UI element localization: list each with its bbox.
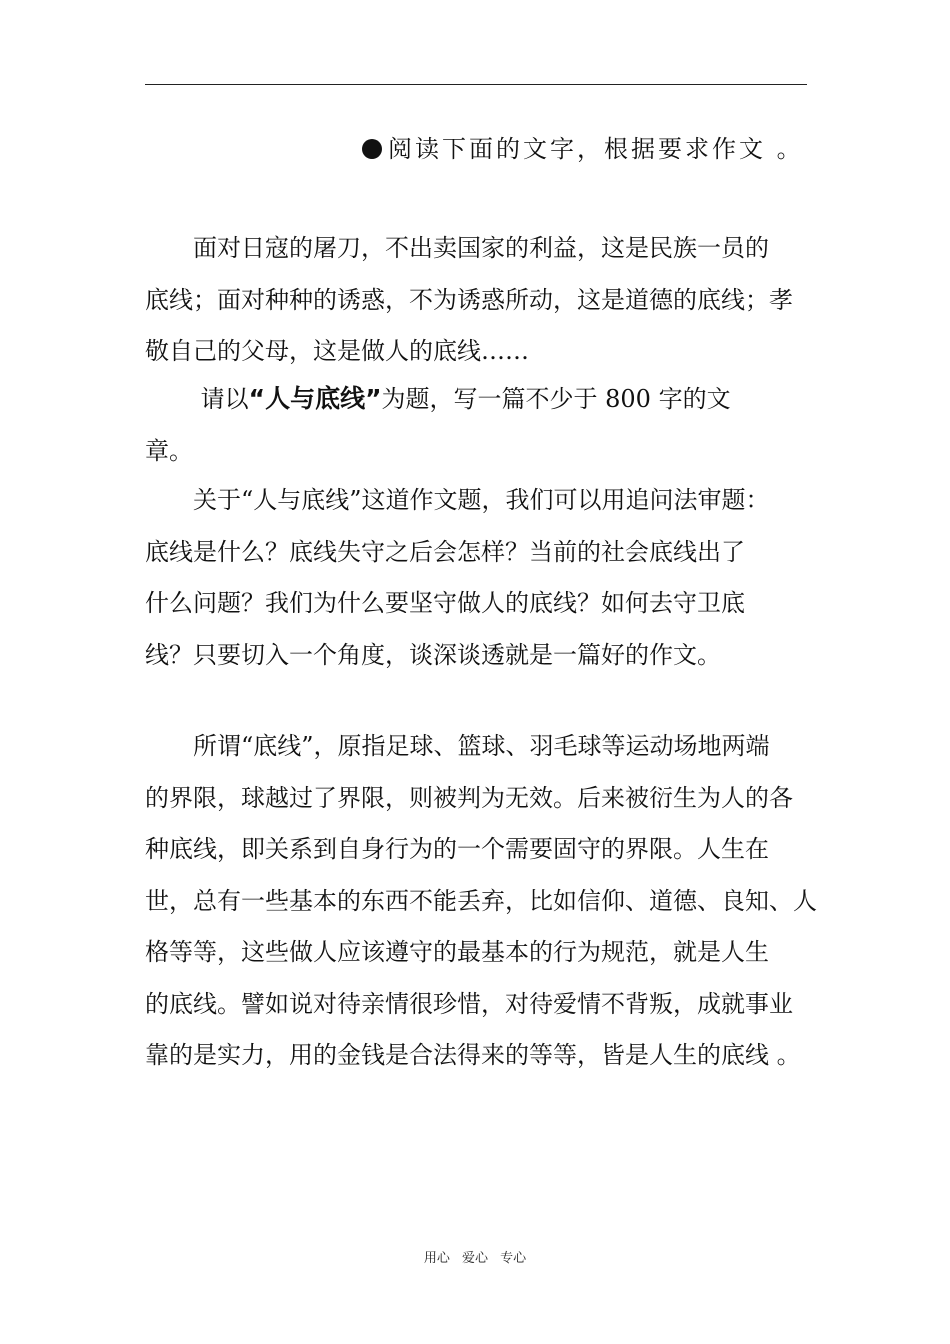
text-line: 底线；面对种种的诱惑，不为诱惑所动，这是道德的底线；孝 bbox=[145, 285, 793, 314]
text-line: 的界限，球越过了界限，则被判为无效。后来被衍生为人的各 bbox=[145, 783, 793, 812]
text-line: 所谓“底线”，原指足球、篮球、羽毛球等运动场地两端 bbox=[145, 732, 770, 760]
paragraph-baseline-examples bbox=[145, 223, 815, 378]
page-footer: 用心 爱心 专心 bbox=[423, 1251, 527, 1266]
paragraph-analysis bbox=[145, 475, 815, 681]
paragraph-definition bbox=[145, 721, 815, 1082]
text-line: 靠的是实力，用的金钱是合法得来的等等，皆是人生的底线 。 bbox=[145, 1041, 801, 1069]
instruction-heading-text: 阅读下面的文字，根据要求作文 。 bbox=[388, 135, 804, 163]
text-line: 关于“人与底线”这道作文题，我们可以用追问法审题： bbox=[145, 486, 770, 514]
text-line: 敬自己的父母，这是做人的底线…… bbox=[145, 337, 529, 365]
text-line bbox=[145, 373, 815, 426]
bullet-icon bbox=[362, 139, 382, 159]
text-line: 种底线，即关系到自身行为的一个需要固守的界限。人生在 bbox=[145, 835, 769, 863]
text-line: 底线是什么？底线失守之后会怎样？当前的社会底线出了 bbox=[145, 537, 745, 566]
text-line: 的底线。譬如说对待亲情很珍惜，对待爱情不背叛，成就事业 bbox=[145, 989, 793, 1018]
text-line: 世，总有一些基本的东西不能丢弃，比如信仰、道德、良知、人 bbox=[145, 886, 817, 915]
text-line: 格等等，这些做人应该遵守的最基本的行为规范，就是人生 bbox=[145, 938, 769, 966]
text-line: 什么问题？我们为什么要坚守做人的底线？如何去守卫底 bbox=[145, 589, 745, 617]
essay-title: “人与底线” bbox=[248, 384, 382, 413]
instruction-heading bbox=[362, 131, 804, 167]
paragraph-task bbox=[145, 373, 815, 477]
header-rule bbox=[145, 84, 807, 85]
text-line: 线？只要切入一个角度，谈深谈透就是一篇好的作文。 bbox=[145, 640, 721, 669]
text-line: 面对日寇的屠刀，不出卖国家的利益，这是民族一员的 bbox=[145, 234, 769, 262]
task-suffix: 为题，写一篇不少于 800 字的文 bbox=[381, 385, 731, 413]
task-prefix: 请以 bbox=[145, 385, 249, 413]
text-line: 章。 bbox=[145, 436, 193, 465]
